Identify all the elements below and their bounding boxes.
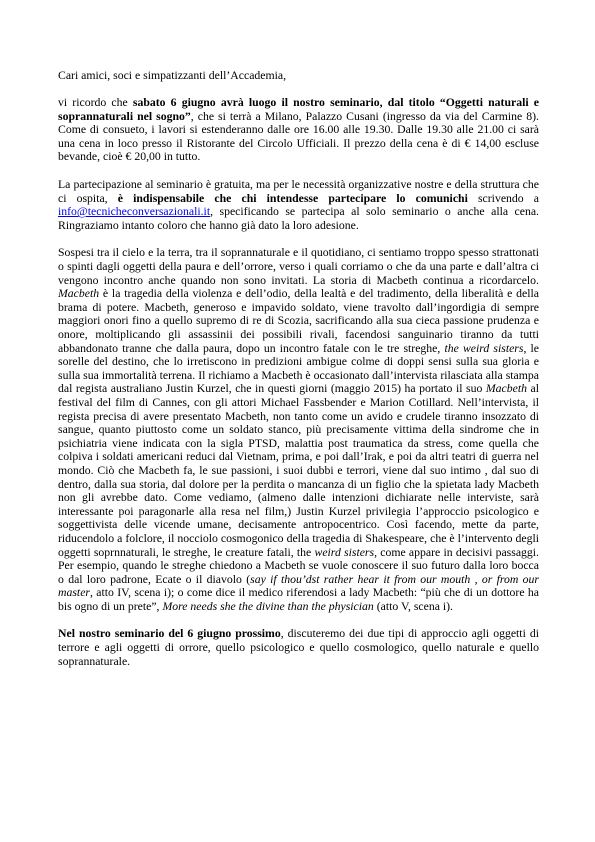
email-link[interactable]: info@tecnicheconversazionali.it — [58, 205, 211, 219]
letter-body — [58, 69, 539, 668]
italic-quote: say if thou’dst rather hear it from our mouth , or from our master — [58, 572, 539, 600]
text-span: , le sorelle del destino, che lo irretiscono in predizioni ambigue colme di doppi sensi sulla sua gloria e sulla sua immortalità terrena. Il richiamo a Macbeth è occasionato dall’intervista rilasciata alla stampa dal regista australiano Justin Kurzel, che in questi giorni (maggio 2015) ha portato il suo — [58, 341, 540, 396]
italic-quote: More needs she the divine than the physician — [162, 599, 374, 613]
registration-paragraph — [58, 178, 539, 232]
text-span: Sospesi tra il cielo e la terra, tra il soprannaturale e il quotidiano, ci sentiamo troppo spesso strattonati o spinti dagli oggetti della paura e dell’orrore, verso i quali corriamo o che da una parte e dall’altra ci vengono incontro anche quando non sono invitati. La storia di Macbeth continua a ricordarcelo. — [58, 246, 539, 287]
text-span: vi ricordo che — [58, 96, 133, 110]
closing-paragraph — [58, 627, 539, 668]
italic-title: Macbeth — [485, 382, 527, 396]
text-span: (atto V, scena i). — [373, 599, 453, 613]
italic-phrase: weird sisters — [314, 545, 375, 559]
text-span: , discuteremo dei due tipi di approccio agli oggetti di terrore e agli oggetti di orrore, quello psicologico e quello cosmologico, quello naturale e quello soprannaturale. — [58, 627, 539, 668]
italic-title: Macbeth — [58, 287, 100, 301]
text-span: , come appare in decisivi passaggi. Per esempio, quando le streghe chiedono a Macbeth se vuole conoscere il suo futuro dalla loro bocca o dal loro padrone, Ecate o il diavolo ( — [58, 545, 539, 586]
text-span: al festival del film di Cannes, con gli attori Michael Fassbender e Marion Cotillard. Nell’intervista, il regista precisa di avere presentato Macbeth, non tanto come un avido e crudele tiranno insozzato di sangue, quanto piuttosto come un soldato stanco, più precisamente vittima della sindrome che in psichiatria viene indicata con la sigla PTSD, malattia post traumatica da stress, come quella che colpiva i soldati americani reduci dal Vietnam, prima, e poi dall’Irak, e poi da altri teatri di guerra nel mondo. Ciò che Macbeth fa, le sue passioni, i suoi dubbi e terrori, viene dal suo intimo , dal suo di dentro, dalla sua storia, dal dolore per la perdita o mancanza di un figlio che la spietata lady Macbeth non gli avrebbe dato. Come vediamo, (almeno dalle intenzioni dichiarate nelle interviste, sarà interessante poi paragonarle alla resa nel film,) Justin Kurzel privilegia l’approccio psicologico e soggettivista delle vicende umane, decisamente antropocentrico. Così facendo, mette da parte, riducendolo a folclore, il nocciolo cosmogonico della tragedia di Shakespeare, che è l’intervento degli oggetti soprnnaturali, le streghe, le creature fatali, the — [58, 382, 539, 559]
text-span: è la tragedia della violenza e dell’odio, della lealtà e del tradimento, della liberalità e della brama di potere. Macbeth, generoso e impavido soldato, viene travolto dall’ingordigia di sempre maggiori onori fino a quello supremo di re di Scozia, sacrificando alla sua cieca passione prudenza e onore, moltiplicando gli assassinii dei possibili rivali, facendosi sanguinario tiranno da tutti abbandonato tranne che dalla paura, dopo un incontro fatale con le tre streghe, — [58, 287, 539, 355]
text-span: La partecipazione al seminario è gratuita, ma per le necessità organizzative nostre e della struttura che ci ospita, — [58, 178, 539, 205]
text-span: , che si terrà a Milano, Palazzo Cusani (ingresso da via del Carmine 8). Come di consueto, i lavori si estenderanno dalle ore 16.00 alle 19.30. Dalle 19.30 alle 21.00 ci sarà una cena in loco presso il Ristorante del Circolo Ufficiali. Il prezzo della cena è di € 14,00 escluse bevande, cioè € 20,00 in tutto. — [58, 109, 539, 164]
greeting: Cari amici, soci e simpatizzanti dell’Accademia, — [58, 69, 287, 82]
seminar-title-bold: sabato 6 giugno avrà luogo il nostro seminario, dal titolo “Oggetti naturali e soprannaturali nel sogno” — [58, 96, 539, 123]
registration-notice-bold: è indispensabile che chi intendesse partecipare lo comunichi — [117, 191, 468, 205]
italic-phrase: the weird sisters — [444, 341, 524, 355]
text-span: , specificando se partecipa al solo seminario o anche alla cena. Ringraziamo intanto coloro che hanno già dato la loro adesione. — [58, 205, 539, 232]
text-span: scrivendo a — [467, 191, 539, 205]
seminar-date-bold: Nel nostro seminario del 6 giugno prossimo — [58, 627, 281, 641]
macbeth-essay-paragraph — [58, 246, 539, 613]
seminar-announcement-paragraph — [58, 96, 539, 164]
text-span: , atto IV, scena i); o come dice il medico riferendosi a lady Macbeth: “più che di un dottore ha bis ogno di un prete”, — [58, 586, 539, 613]
